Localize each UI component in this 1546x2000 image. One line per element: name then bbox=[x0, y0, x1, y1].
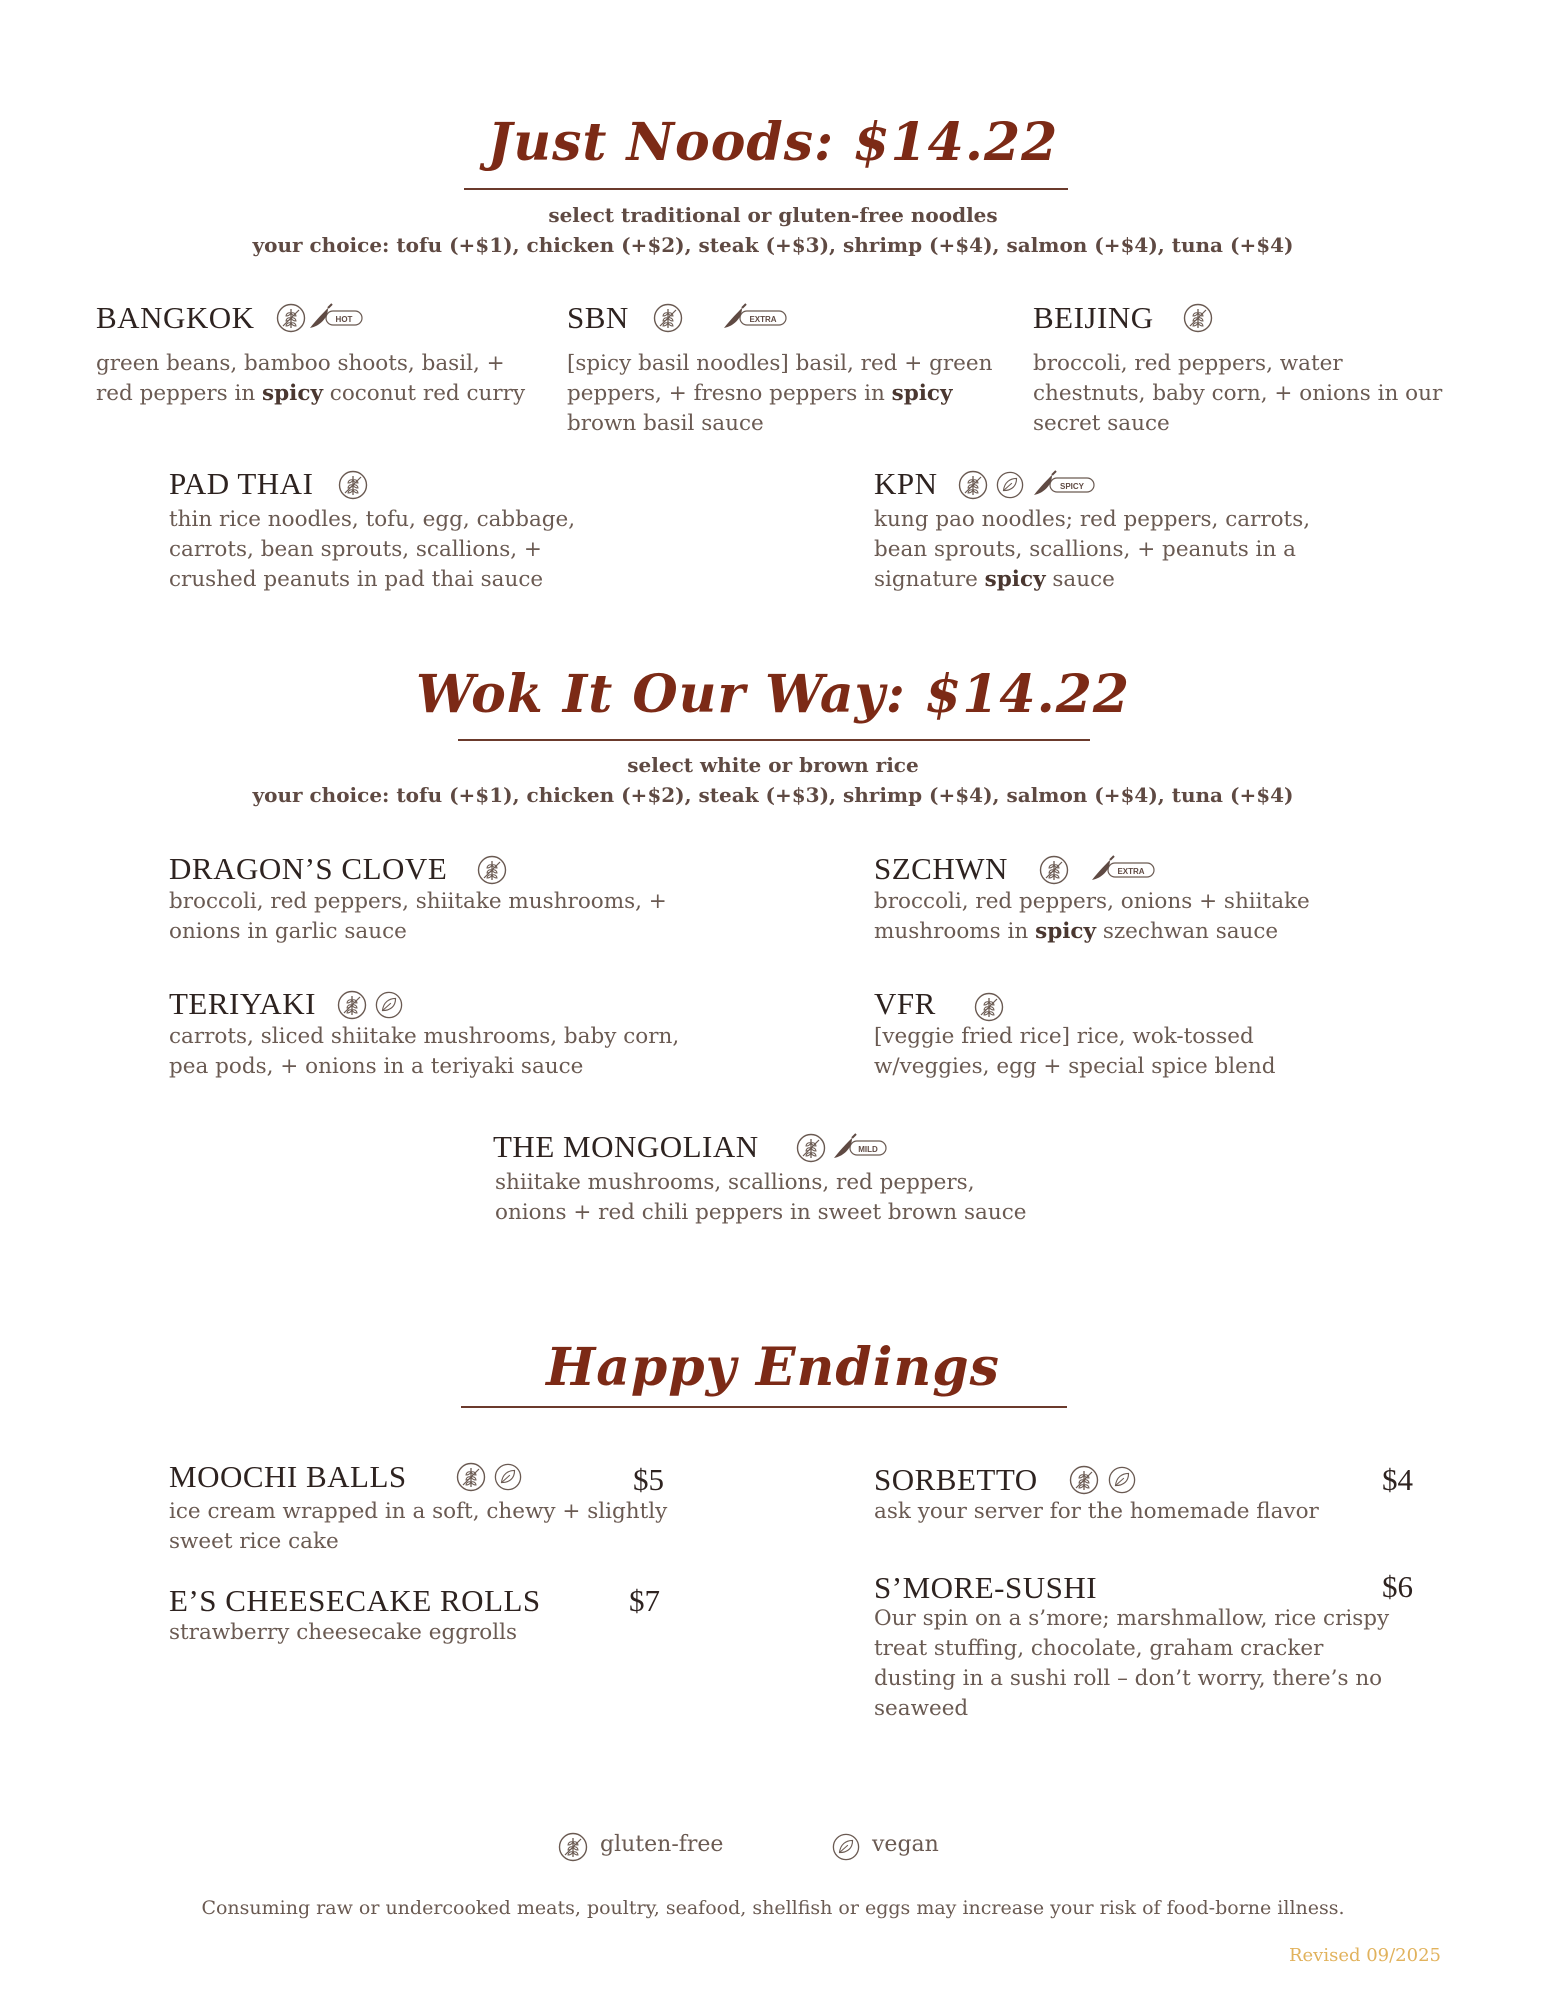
title-divider bbox=[458, 739, 1090, 741]
menu-item-description: green beans, bamboo shoots, basil, + red peppers in spicy coconut red curry bbox=[96, 351, 526, 406]
legend-vegan-label: vegan bbox=[872, 1832, 939, 1857]
gluten-free-icon bbox=[456, 1462, 486, 1492]
menu-item-description: kung pao noodles; red peppers, carrots, bean sprouts, scallions, + peanuts in a signature spicy sauce bbox=[874, 507, 1311, 592]
menu-item-name: KPN bbox=[874, 466, 938, 501]
chili-pepper-icon bbox=[830, 1132, 890, 1166]
spice-level-badge: HOT bbox=[335, 315, 353, 324]
menu-item-price: $4 bbox=[1382, 1462, 1413, 1497]
gluten-free-icon bbox=[653, 303, 683, 333]
menu-item-price: $5 bbox=[633, 1462, 664, 1497]
food-safety-disclaimer: Consuming raw or undercooked meats, poultry, seafood, shellfish or eggs may increase your risk of food-borne illness. bbox=[201, 1897, 1345, 1919]
chili-pepper-icon bbox=[306, 302, 366, 336]
menu-item-price: $6 bbox=[1382, 1569, 1413, 1604]
section-title-happy-endings: Happy Endings bbox=[546, 1337, 1000, 1398]
section-subtitle: select traditional or gluten-free noodles bbox=[548, 203, 998, 227]
menu-item-description: shiitake mushrooms, scallions, red peppers, onions + red chili peppers in sweet brown sauce bbox=[495, 1170, 1027, 1225]
svg-text:MILD: MILD bbox=[858, 1145, 878, 1154]
gluten-free-icon bbox=[558, 1832, 588, 1862]
menu-item-description: ask your server for the homemade flavor bbox=[874, 1499, 1319, 1524]
menu-item-description: broccoli, red peppers, water chestnuts, baby corn, + onions in our secret sauce bbox=[1033, 351, 1443, 436]
vegan-icon bbox=[494, 1463, 522, 1491]
menu-item-description: Our spin on a s’more; marshmallow, rice crispy treat stuffing, chocolate, graham cracker dusting in a sushi roll – don’t worry, there’s no seaweed bbox=[874, 1606, 1390, 1721]
title-divider bbox=[461, 1406, 1067, 1408]
vegan-icon bbox=[832, 1833, 860, 1861]
gluten-free-icon bbox=[796, 1133, 826, 1163]
menu-item-description: carrots, sliced shiitake mushrooms, baby corn, pea pods, + onions in a teriyaki sauce bbox=[169, 1024, 680, 1079]
gluten-free-icon bbox=[1039, 855, 1069, 885]
menu-item-name: TERIYAKI bbox=[169, 986, 316, 1021]
menu-item-name: SZCHWN bbox=[874, 851, 1008, 886]
vegan-icon bbox=[996, 471, 1024, 499]
section-title-wok-it-our-way: Wok It Our Way: $14.22 bbox=[415, 664, 1131, 725]
menu-item-description: ice cream wrapped in a soft, chewy + slightly sweet rice cake bbox=[169, 1499, 668, 1554]
vegan-icon bbox=[375, 991, 403, 1019]
menu-item-name: SORBETTO bbox=[874, 1462, 1038, 1497]
legend-gluten-free-label: gluten-free bbox=[600, 1832, 724, 1857]
gluten-free-icon bbox=[974, 992, 1004, 1022]
revision-date: Revised 09/2025 bbox=[1288, 1945, 1441, 1966]
section-title-just-noods: Just Noods: $14.22 bbox=[487, 112, 1059, 173]
title-divider bbox=[464, 188, 1068, 190]
section-protein-options: your choice: tofu (+$1), chicken (+$2), steak (+$3), shrimp (+$4), salmon (+$4), tuna (+$4) bbox=[252, 233, 1294, 257]
gluten-free-icon bbox=[338, 470, 368, 500]
menu-item-name: SBN bbox=[567, 300, 629, 335]
menu-item-description: thin rice noodles, tofu, egg, cabbage, carrots, bean sprouts, scallions, + crushed peanuts in pad thai sauce bbox=[169, 507, 576, 592]
svg-text:EXTRA: EXTRA bbox=[749, 315, 777, 324]
menu-item-description: [veggie fried rice] rice, wok-tossed w/veggies, egg + special spice blend bbox=[874, 1024, 1276, 1079]
menu-item-name: PAD THAI bbox=[169, 466, 314, 501]
vegan-icon bbox=[1108, 1466, 1136, 1494]
menu-item-name: BANGKOK bbox=[96, 300, 255, 335]
menu-item-name: DRAGON’S CLOVE bbox=[169, 851, 448, 886]
gluten-free-icon bbox=[276, 303, 306, 333]
section-protein-options: your choice: tofu (+$1), chicken (+$2), steak (+$3), shrimp (+$4), salmon (+$4), tuna (+$4) bbox=[252, 783, 1294, 807]
gluten-free-icon bbox=[958, 470, 988, 500]
chili-pepper-icon bbox=[720, 302, 790, 336]
menu-item-name: S’MORE-SUSHI bbox=[874, 1570, 1098, 1605]
chili-pepper-icon bbox=[1088, 854, 1158, 888]
gluten-free-icon bbox=[1183, 303, 1213, 333]
menu-item-name: MOOCHI BALLS bbox=[169, 1459, 407, 1494]
gluten-free-icon bbox=[477, 855, 507, 885]
menu-item-description: strawberry cheesecake eggrolls bbox=[169, 1620, 517, 1645]
menu-item-name: VFR bbox=[874, 986, 936, 1021]
section-subtitle: select white or brown rice bbox=[627, 753, 919, 777]
menu-item-name: E’S CHEESECAKE ROLLS bbox=[169, 1583, 541, 1618]
gluten-free-icon bbox=[1069, 1465, 1099, 1495]
menu-item-name: THE MONGOLIAN bbox=[493, 1129, 759, 1164]
menu-item-description: broccoli, red peppers, onions + shiitake mushrooms in spicy szechwan sauce bbox=[874, 889, 1310, 944]
svg-text:SPICY: SPICY bbox=[1059, 482, 1085, 491]
menu-item-name: BEIJING bbox=[1033, 300, 1154, 335]
svg-text:EXTRA: EXTRA bbox=[1117, 867, 1145, 876]
menu-item-description: broccoli, red peppers, shiitake mushrooms, + onions in garlic sauce bbox=[169, 889, 667, 944]
gluten-free-icon bbox=[337, 990, 367, 1020]
chili-pepper-icon bbox=[1030, 469, 1100, 503]
menu-item-description: [spicy basil noodles] basil, red + green peppers, + fresno peppers in spicy brown basil sauce bbox=[567, 351, 993, 436]
menu-item-price: $7 bbox=[629, 1583, 660, 1618]
